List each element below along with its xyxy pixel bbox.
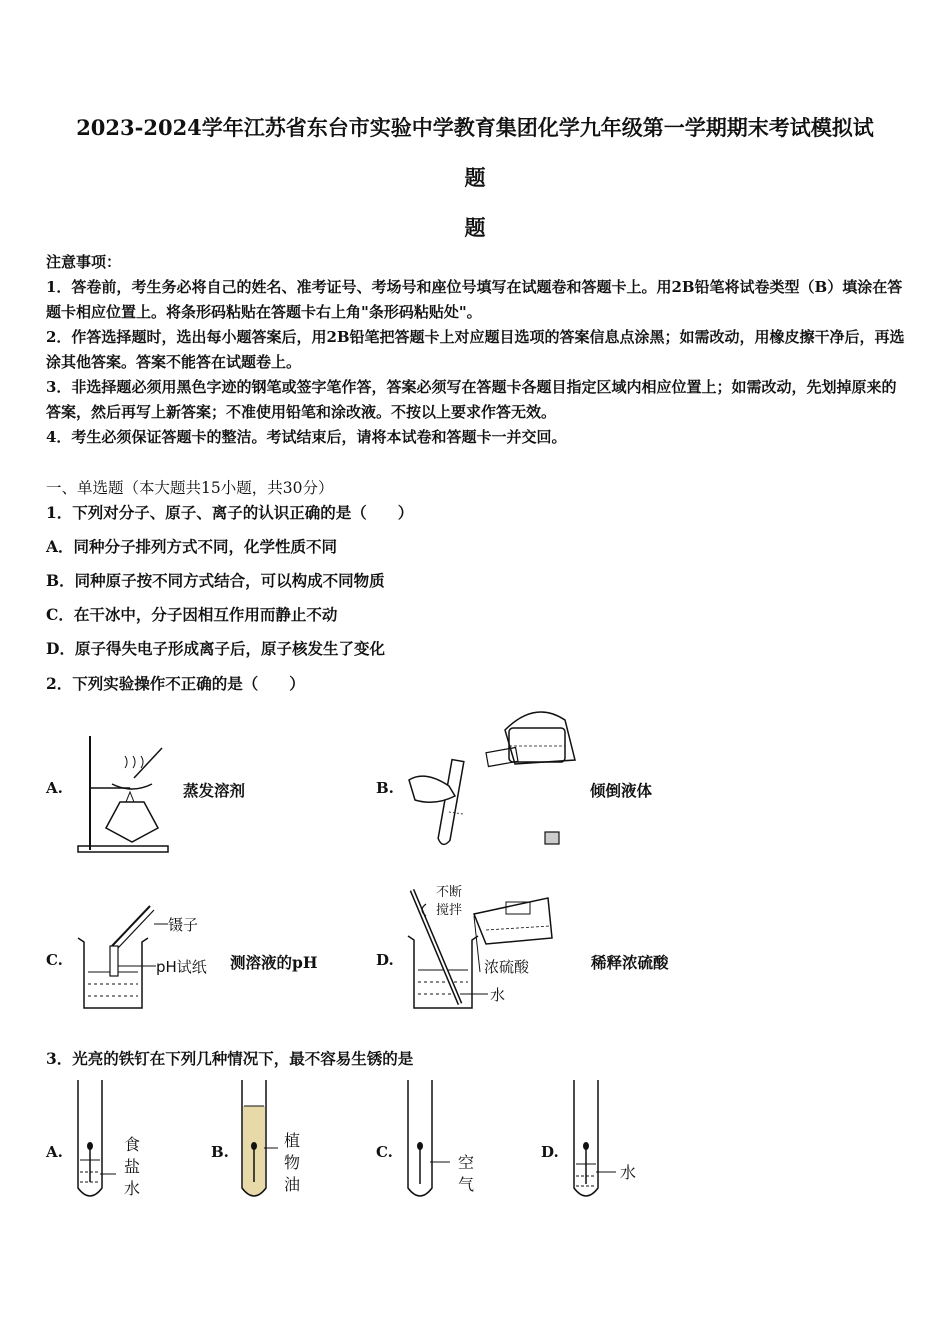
tube-a-label-2: 盐: [124, 1157, 141, 1176]
question-1-option-c: C．在干冰中，分子因相互作用而静止不动: [46, 605, 338, 624]
question-1-stem: 1．下列对分子、原子、离子的认识正确的是（ ）: [46, 503, 414, 522]
tube-air-figure: [400, 1076, 490, 1206]
question-2-option-b-caption: 倾倒液体: [590, 781, 653, 800]
ph-test-figure: [72, 898, 222, 1018]
evaporation-apparatus-figure: [70, 728, 180, 858]
conc-acid-label: 浓硫酸: [484, 958, 530, 976]
question-2-option-d-label: D.: [376, 951, 394, 969]
tube-b-label-3: 油: [284, 1175, 301, 1194]
tube-water-figure: [566, 1076, 656, 1206]
question-3-option-c-label: C.: [376, 1143, 393, 1161]
notice-item-1: 1．答卷前，考生务必将自己的姓名、准考证号、考场号和座位号填写在试题卷和答题卡上。用2B铅笔将试卷类型（B）填涂在答题卡相应位置上。将条形码粘贴在答题卡右上角"条形码粘贴处"。: [46, 278, 903, 321]
question-2-option-d-caption: 稀释浓硫酸: [591, 953, 669, 972]
question-3-option-d-label: D.: [541, 1143, 559, 1161]
notice-item-4: 4．考生必须保证答题卡的整洁。考试结束后，请将本试卷和答题卡一并交回。: [46, 428, 567, 446]
question-1-option-b: B．同种原子按不同方式结合，可以构成不同物质: [46, 571, 385, 590]
question-2-option-a-label: A.: [46, 779, 63, 797]
dilute-acid-figure: [402, 880, 562, 1015]
tube-c-label-1: 空: [458, 1153, 475, 1172]
question-3-option-b-label: B.: [211, 1143, 229, 1161]
stir-label-2: 搅拌: [436, 903, 463, 918]
tube-salt-water-figure: [70, 1076, 160, 1206]
tube-b-label-2: 物: [284, 1153, 301, 1172]
question-1-option-d: D．原子得失电子形成离子后，原子核发生了变化: [46, 639, 385, 658]
ph-paper-label: pH试纸: [156, 958, 207, 976]
tweezers-label: 镊子: [168, 916, 199, 934]
question-2-option-b-label: B.: [376, 779, 394, 797]
question-2-option-a-caption: 蒸发溶剂: [183, 781, 246, 800]
tube-d-label: 水: [620, 1163, 637, 1182]
tube-b-label-1: 植: [284, 1131, 301, 1150]
question-2-stem: 2．下列实验操作不正确的是（ ）: [46, 674, 305, 693]
tube-a-label-1: 食: [124, 1135, 141, 1154]
water-label: 水: [490, 986, 506, 1004]
page-title-repeat: 题: [464, 215, 486, 240]
tube-c-label-2: 气: [458, 1175, 475, 1194]
notice-item-3: 3．非选择题必须用黑色字迹的钢笔或签字笔作答，答案必须写在答题卡各题目指定区域内相应位置上；如需改动，先划掉原来的答案，然后再写上新答案；不准使用铅笔和涂改液。不按以上要求作答无效。: [46, 378, 897, 421]
tube-plant-oil-figure: [234, 1076, 324, 1206]
pour-liquid-figure: [405, 700, 585, 860]
page-title-continued: 题: [464, 165, 486, 190]
notice-heading: 注意事项：: [46, 253, 122, 271]
question-3-stem: 3．光亮的铁钉在下列几种情况下，最不容易生锈的是: [46, 1049, 414, 1068]
section-heading: 一、单选题（本大题共15小题，共30分）: [46, 479, 334, 497]
tube-a-label-3: 水: [124, 1179, 141, 1198]
question-1-option-a: A．同种分子排列方式不同，化学性质不同: [46, 537, 338, 556]
stir-label-1: 不断: [436, 885, 463, 900]
page-title: 2023-2024学年江苏省东台市实验中学教育集团化学九年级第一学期期末考试模拟试: [76, 115, 874, 140]
notice-item-2: 2．作答选择题时，选出每小题答案后，用2B铅笔把答题卡上对应题目选项的答案信息点涂黑；如需改动，用橡皮擦干净后，再选涂其他答案。答案不能答在试题卷上。: [46, 328, 905, 371]
notice-section: [46, 250, 906, 450]
question-3-option-a-label: A.: [46, 1143, 63, 1161]
question-2-option-c-label: C.: [46, 951, 63, 969]
question-2-option-c-caption: 测溶液的pH: [230, 953, 318, 972]
